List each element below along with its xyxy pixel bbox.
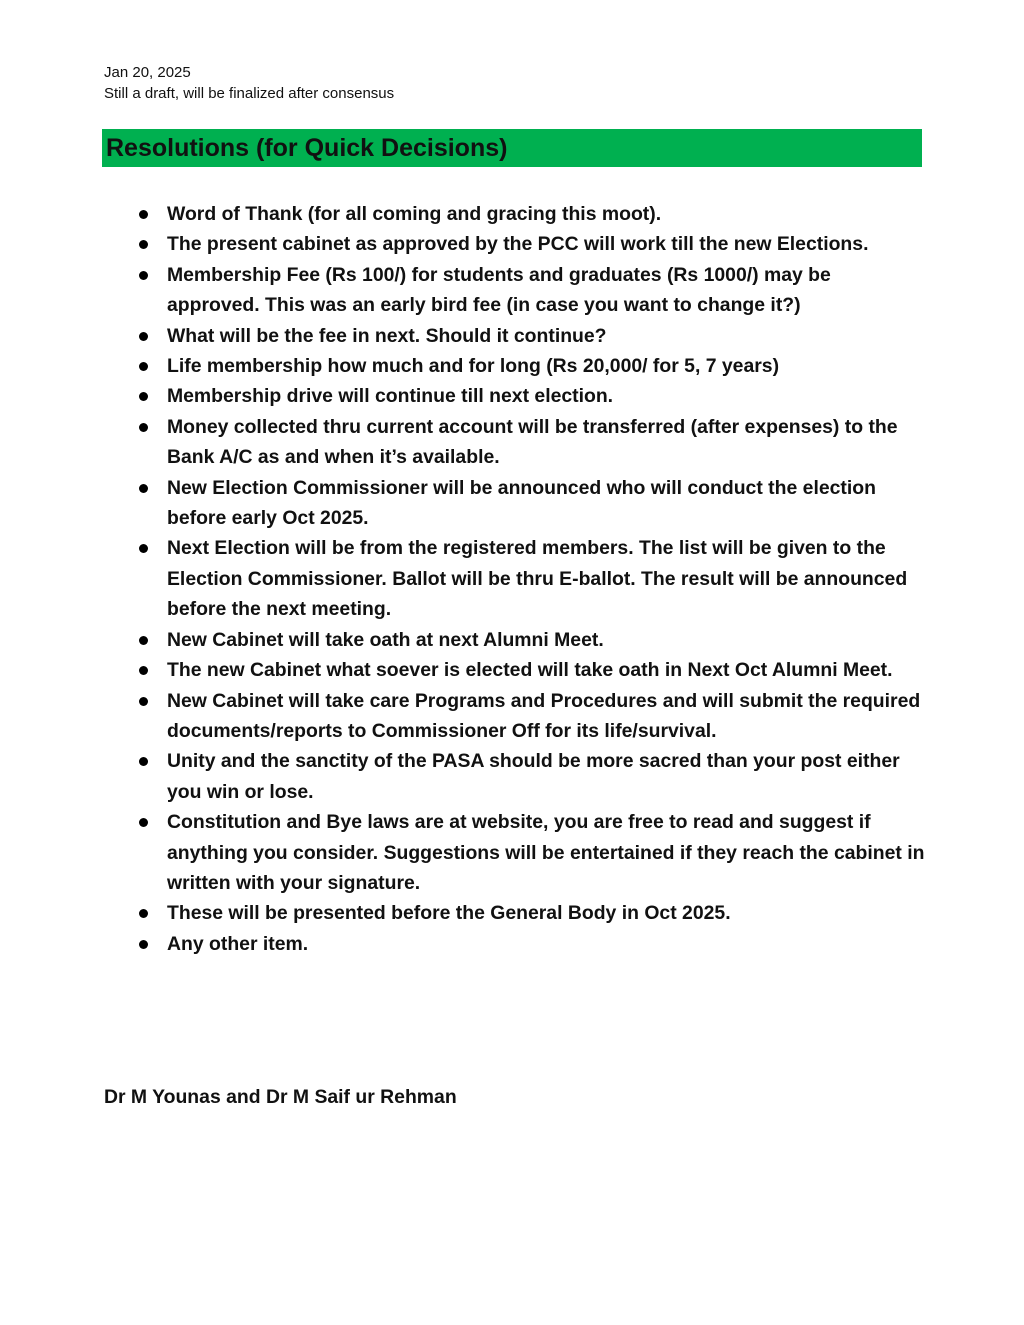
resolution-text: New Cabinet will take care Programs and Procedures and will submit the required documents/reports to Commissioner Off for its life/survival. — [167, 689, 921, 742]
bullet-icon — [139, 666, 148, 675]
resolution-text: Membership drive will continue till next election. — [167, 385, 614, 408]
document-date: Jan 20, 2025 — [104, 64, 191, 81]
resolutions-list — [137, 199, 927, 959]
list-item — [137, 746, 927, 807]
resolution-text: The present cabinet as approved by the PCC will work till the new Elections. — [167, 233, 869, 256]
bullet-icon — [139, 909, 148, 918]
list-item — [137, 655, 927, 685]
resolution-text: What will be the fee in next. Should it continue? — [167, 324, 607, 347]
list-item — [137, 807, 927, 898]
list-item — [137, 199, 927, 229]
resolution-text: Life membership how much and for long (Rs 20,000/ for 5, 7 years) — [167, 355, 780, 378]
list-item — [137, 412, 927, 473]
document-header — [104, 62, 394, 104]
resolution-text: Word of Thank (for all coming and gracing this moot). — [167, 203, 662, 225]
list-item — [137, 533, 927, 624]
section-title-banner — [102, 129, 922, 167]
resolution-text: These will be presented before the General Body in Oct 2025. — [167, 902, 731, 925]
list-item — [137, 321, 927, 351]
bullet-icon — [139, 332, 148, 341]
resolution-text: Membership Fee (Rs 100/) for students and graduates (Rs 1000/) may be approved. This was an early bird fee (in case you want to change it?) — [167, 263, 831, 317]
bullet-icon — [139, 636, 148, 645]
list-item — [137, 381, 927, 411]
resolution-text: Constitution and Bye laws are at website, you are free to read and suggest if anything you consider. Suggestions will be entertained if they reach the cabinet in written with your signature. — [167, 811, 925, 894]
list-item — [137, 929, 927, 959]
bullet-icon — [139, 210, 148, 219]
resolution-text: Money collected thru current account will be transferred (after expenses) to the Bank A/C as and when it’s available. — [167, 415, 898, 469]
bullet-icon — [139, 392, 148, 401]
resolution-text: Unity and the sanctity of the PASA should be more sacred than your post either you win or lose. — [167, 750, 900, 803]
resolution-text: Next Election will be from the registered members. The list will be given to the Election Commissioner. Ballot will be thru E-ballot. The result will be announced before the next meeting. — [167, 537, 908, 621]
list-item — [137, 473, 927, 534]
list-item — [137, 229, 927, 259]
list-item — [137, 351, 927, 381]
resolution-text: New Election Commissioner will be announced who will conduct the election before early Oct 2025. — [167, 476, 876, 530]
bullet-icon — [139, 484, 148, 493]
resolution-text: Any other item. — [167, 932, 309, 955]
list-item — [137, 686, 927, 747]
bullet-icon — [139, 697, 148, 706]
bullet-icon — [139, 940, 148, 949]
resolution-text: The new Cabinet what soever is elected will take oath in Next Oct Alumni Meet. — [167, 659, 893, 682]
section-title: Resolutions (for Quick Decisions) — [106, 134, 508, 162]
signatories: Dr M Younas and Dr M Saif ur Rehman — [104, 1086, 457, 1108]
list-item — [137, 260, 927, 321]
bullet-icon — [139, 757, 148, 766]
list-item — [137, 898, 927, 928]
bullet-icon — [139, 544, 148, 553]
bullet-icon — [139, 240, 148, 249]
resolution-text: New Cabinet will take oath at next Alumni Meet. — [167, 628, 604, 651]
bullet-icon — [139, 818, 148, 827]
list-item — [137, 625, 927, 655]
bullet-icon — [139, 423, 148, 432]
bullet-icon — [139, 271, 148, 280]
draft-status-note: Still a draft, will be finalized after consensus — [104, 85, 395, 102]
bullet-icon — [139, 362, 148, 371]
